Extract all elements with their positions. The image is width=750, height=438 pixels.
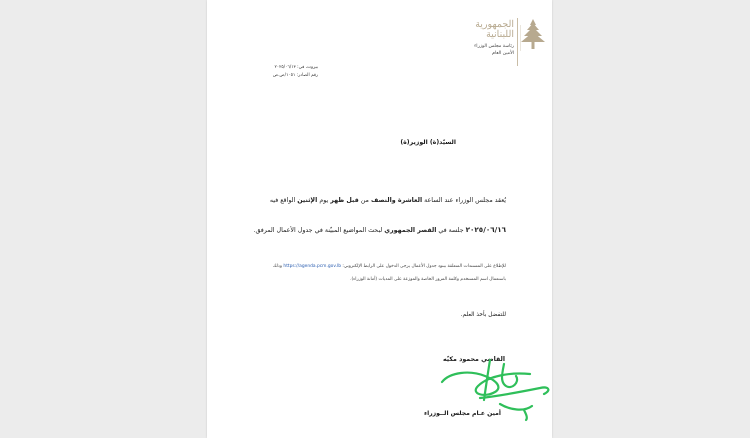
office-name: رئاسة مجلس الوزراء: [474, 44, 514, 49]
cedar-emblem-icon: [520, 17, 546, 51]
meeting-day: الإثنين: [297, 197, 318, 204]
letter-page: [207, 0, 552, 438]
closing-line: للتفضل بأخذ العلم.: [460, 312, 506, 318]
body-text: يوم: [319, 197, 329, 204]
agenda-link[interactable]: https://agenda.pcm.gov.lb: [283, 264, 341, 269]
meeting-date: ٢٠٢٥/٠٦/١٦: [465, 225, 506, 234]
place-date: بيروت، في: ٢٠٢٥/٠٦/١٣: [274, 65, 318, 70]
body-text: جلسة في: [438, 227, 464, 234]
letterhead-seal: [474, 20, 514, 57]
body-line-2: [253, 225, 506, 234]
signatory-title: أمين عـام مجلس الــوزراء: [423, 410, 501, 417]
body-line-1: [270, 197, 506, 204]
letterhead-divider: [517, 18, 518, 66]
meeting-period: قبل ظهر: [330, 197, 359, 204]
note-line-2: باستعمال اسم المستخدم وكلمة المرور الخاصة والموزعة على المديات (أمانة الوزراء).: [350, 277, 506, 282]
body-text: يُعقد مجلس الوزراء عند الساعة: [424, 197, 506, 204]
seal-title-line1: الجمهورية: [475, 19, 514, 30]
meeting-location: القصر الجمهوري: [384, 227, 437, 234]
meeting-time: العاشرة والنصف: [370, 197, 423, 204]
note-text-tail: وذلك: [272, 264, 282, 269]
body-text: من: [360, 197, 369, 204]
reference-number: رقم الصادر: ١٠٥١/ص.ص: [272, 73, 318, 78]
body-text: لبحث المواضيع المبيّنة في جدول الأعمال المرفق.: [253, 227, 383, 234]
seal-title-line2: اللبنانية: [486, 29, 514, 40]
signatory-name: القاضي محمود مكيّه: [442, 356, 505, 363]
note-line-1: [273, 264, 506, 269]
body-text: الواقع فيه: [269, 197, 296, 204]
note-text: للإطلاع على المستندات المتعلقة ببنود جدول الأعمال يرجى الدخول على الرابط الإلكتروني:: [342, 264, 506, 269]
letter-meta: [248, 64, 318, 80]
office-subtitle: الأمين العام: [492, 51, 514, 56]
addressee: السيّد(ة) الوزير(ة): [400, 139, 456, 146]
